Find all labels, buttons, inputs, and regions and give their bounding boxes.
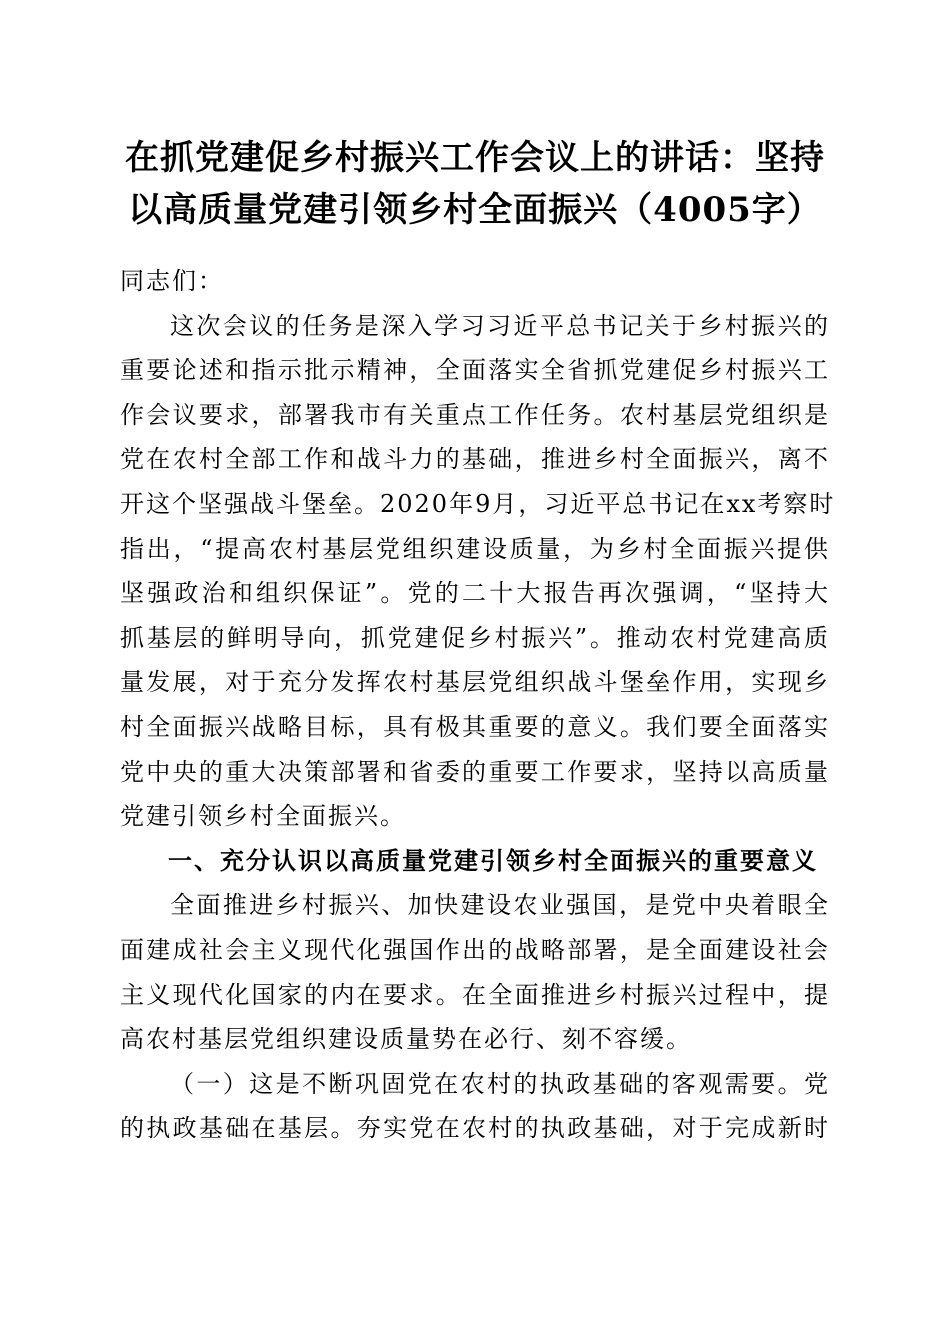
title-line: 以高质量党建引领乡村全面振兴（4005字） — [128, 190, 822, 230]
paragraph-line: 的执政基础在基层。夯实党在农村的执政基础，对于完成新时 — [120, 1114, 830, 1143]
paragraph-line: 抓基层的鲜明导向，抓党建促乡村振兴”。推动农村党建高质 — [120, 623, 830, 652]
paragraph-line: 党建引领乡村全面振兴。 — [120, 802, 406, 831]
paragraph-line: 开这个坚强战斗堡垒。2020年9月，习近平总书记在xx考察时 — [120, 489, 836, 518]
paragraph-line: 高农村基层党组织建设质量势在必行、刻不容缓。 — [120, 1025, 692, 1054]
section-heading: 一、充分认识以高质量党建引领乡村全面振兴的重要意义 — [168, 846, 818, 875]
paragraph-3 — [120, 1062, 830, 1151]
paragraph-line: 重要论述和指示批示精神，全面落实全省抓党建促乡村振兴工 — [120, 356, 830, 385]
paragraph-line: 全面推进乡村振兴、加快建设农业强国，是党中央着眼全 — [170, 891, 830, 920]
paragraph-line: 作会议要求，部署我市有关重点工作任务。农村基层党组织是 — [120, 400, 830, 429]
paragraph-line: 主义现代化国家的内在要求。在全面推进乡村振兴过程中，提 — [120, 980, 830, 1009]
salutation: 同志们： — [120, 267, 224, 295]
paragraph-2 — [120, 883, 830, 1061]
paragraph-line: 这次会议的任务是深入学习习近平总书记关于乡村振兴的 — [170, 311, 830, 340]
paragraph-line: 党中央的重大决策部署和省委的重要工作要求，坚持以高质量 — [120, 757, 830, 786]
paragraph-line: （一）这是不断巩固党在农村的执政基础的客观需要。党 — [170, 1069, 830, 1098]
paragraph-line: 村全面振兴战略目标，具有极其重要的意义。我们要全面落实 — [120, 712, 830, 741]
paragraph-line: 指出，“提高农村基层党组织建设质量，为乡村全面振兴提供 — [120, 534, 830, 563]
document-body — [120, 259, 836, 1151]
paragraph-1 — [120, 304, 836, 839]
paragraph-line: 量发展，对于充分发挥农村基层党组织战斗堡垒作用，实现乡 — [120, 668, 830, 697]
paragraph-line: 党在农村全部工作和战斗力的基础，推进乡村全面振兴，离不 — [120, 445, 830, 474]
paragraph-line: 面建成社会主义现代化强国作出的战略部署，是全面建设社会 — [120, 935, 830, 964]
paragraph-line: 坚强政治和组织保证”。党的二十大报告再次强调，“坚持大 — [120, 579, 830, 608]
title-line: 在抓党建促乡村振兴工作会议上的讲话：坚持 — [125, 138, 825, 178]
document-title — [100, 132, 850, 236]
